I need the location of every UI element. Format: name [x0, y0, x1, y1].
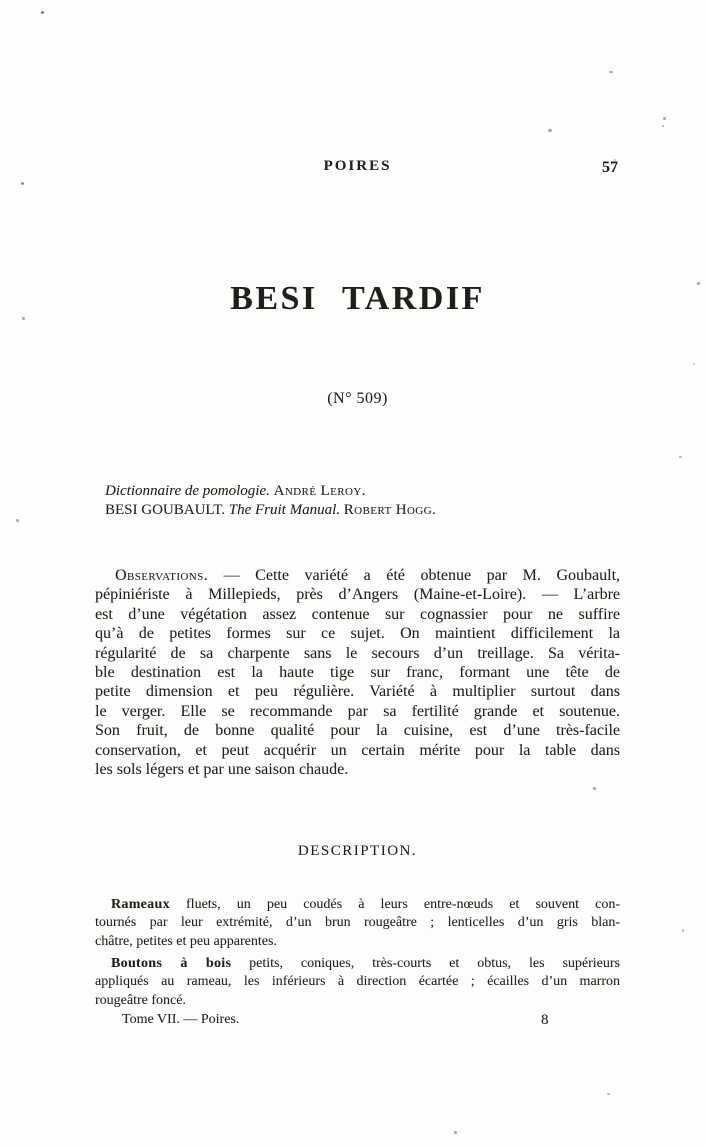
reference-synonym: BESI GOUBAULT.: [105, 501, 226, 518]
running-title: POIRES: [323, 158, 392, 174]
text-line: tournés par leur extrémité, d’un brun rougeâtre ; lenticelles d’un gris blan-: [95, 915, 620, 931]
scan-speck: [609, 71, 613, 73]
reference-work: Dictionnaire de pomologie.: [105, 483, 270, 499]
observations-paragraph: [95, 566, 620, 779]
scan-speck: [693, 363, 695, 365]
reference-line: [105, 501, 620, 520]
boutons-line-text: petits, coniques, très-courts et obtus, les supérieurs: [249, 956, 620, 971]
rameaux-paragraph: [95, 896, 620, 951]
text-line: [95, 566, 620, 585]
scan-speck: [607, 1093, 610, 1095]
text-line: ble destination est la haute tige sur franc, formant une tête de: [95, 664, 620, 682]
scan-speck: [548, 129, 552, 132]
scan-speck: [593, 787, 596, 790]
text-line: est d’une végétation assez contenue sur cognassier pour ne suffire: [95, 605, 620, 623]
text-line: les sols légers et par une saison chaude.: [95, 761, 349, 779]
text-line: qu’à de petites formes sur ce sujet. On maintient difficilement la: [95, 625, 620, 643]
scan-speck: [16, 519, 19, 522]
description-heading: DESCRIPTION.: [297, 843, 418, 859]
reference-author: André Leroy.: [273, 483, 366, 499]
scan-speck: [697, 282, 700, 285]
reference-line: [105, 482, 620, 501]
text-line: conservation, et peut acquérir un certain mérite pour la table dans: [95, 741, 620, 759]
scan-speck: [682, 929, 684, 932]
page-header: [95, 158, 620, 180]
text-line: Son fruit, de bonne qualité pour la cuisine, est d’une très-facile: [95, 722, 620, 740]
rameaux-line-text: fluets, un peu coudés à leurs entre-nœuds et souvent con-: [186, 897, 621, 912]
text-line: rougeâtre foncé.: [95, 992, 186, 1008]
references-block: [105, 482, 620, 519]
text-line: régularité de sa charpente sans le secours d’un treillage. Sa vérita-: [95, 644, 620, 662]
text-line: pépiniériste à Millepieds, près d’Angers (Maine-et-Loire). — L’arbre: [95, 586, 620, 604]
boutons-paragraph: [95, 955, 620, 1010]
variety-number: (N° 509): [327, 390, 388, 407]
scan-speck: [21, 182, 24, 185]
boutons-term: Boutons à bois: [111, 956, 232, 971]
observations-label: Observations.: [115, 567, 209, 584]
scan-speck: [41, 11, 44, 14]
scan-speck: [662, 125, 664, 127]
footer-volume: Tome VII. — Poires.: [122, 1012, 240, 1027]
text-line: [95, 896, 620, 914]
footer-signature-number: 8: [541, 1012, 549, 1028]
text-line: appliqués au rameau, les inférieurs à direction écartée ; écailles d’un marron: [95, 974, 620, 990]
scan-speck: [22, 317, 25, 320]
scan-speck: [679, 456, 682, 458]
text-line: [95, 955, 620, 973]
scan-speck: [454, 1131, 457, 1134]
rameaux-term: Rameaux: [111, 897, 170, 912]
article-title: BESI TARDIF: [230, 280, 485, 317]
text-line: châtre, petites et peu apparentes.: [95, 933, 277, 949]
page-number: 57: [602, 159, 618, 176]
text-line: le verger. Elle se recommande par sa fertilité grande et soutenue.: [95, 702, 620, 720]
scan-speck: [663, 117, 666, 120]
text-line: petite dimension et peu régulière. Variété à multiplier surtout dans: [95, 683, 620, 701]
reference-work: The Fruit Manual.: [228, 501, 341, 518]
reference-author: Robert Hogg.: [343, 501, 437, 518]
observations-line-text: — Cette variété a été obtenue par M. Goubault,: [223, 567, 621, 584]
